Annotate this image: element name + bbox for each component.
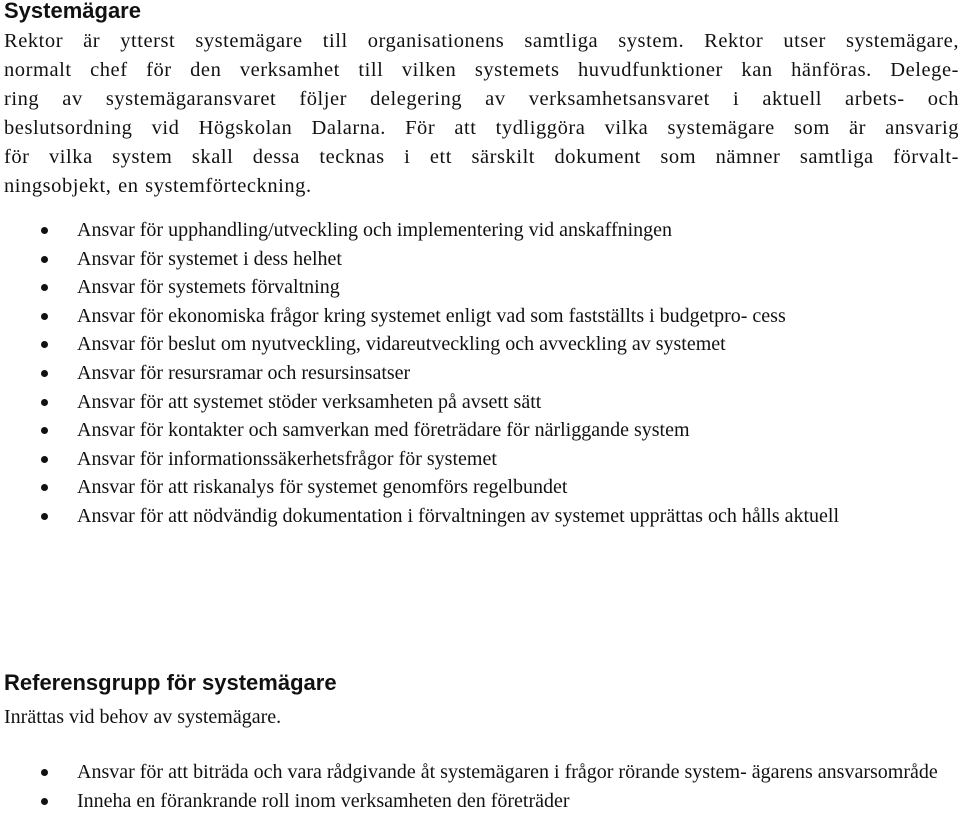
- bullet-icon: [41, 513, 48, 520]
- bullet-icon: [41, 370, 48, 377]
- section-heading-systemagare: Systemägare: [4, 0, 141, 23]
- bullet-icon: [41, 798, 48, 805]
- paragraph-line: ningsobjekt, en systemförteckning.: [4, 175, 312, 197]
- bullet-icon: [41, 227, 48, 234]
- list-item: Ansvar för systemets förvaltning: [0, 273, 960, 302]
- bullet-icon: [41, 313, 48, 320]
- bullet-icon: [41, 484, 48, 491]
- paragraph-line: beslutsordning vid Högskolan Dalarna. För att tydliggöra vilka systemägare som är ansvarig: [4, 117, 959, 139]
- list-item: Inneha en förankrande roll inom verksamheten den företräder: [0, 787, 960, 816]
- paragraph-line: för vilka system skall dessa tecknas i ett särskilt dokument som nämner samtliga förvalt-: [4, 146, 959, 168]
- list-item: Ansvar för systemet i dess helhet: [0, 245, 960, 274]
- section-heading-referensgrupp: Referensgrupp för systemägare: [4, 670, 337, 695]
- bullet-icon: [41, 769, 48, 776]
- referensgrupp-paragraph: Inrättas vid behov av systemägare.: [4, 706, 282, 728]
- list-item: Ansvar för informationssäkerhetsfrågor för systemet: [0, 445, 960, 474]
- bullet-icon: [41, 256, 48, 263]
- systemagare-responsibilities-list: [0, 216, 960, 531]
- referensgrupp-responsibilities-list: [0, 758, 960, 815]
- bullet-icon: [41, 399, 48, 406]
- bullet-icon: [41, 427, 48, 434]
- list-item: Ansvar för resursramar och resursinsatser: [0, 359, 960, 388]
- list-item: Ansvar för att nödvändig dokumentation i förvaltningen av systemet upprättas och hålls aktuell: [0, 502, 960, 531]
- list-item: Ansvar för att systemet stöder verksamheten på avsett sätt: [0, 388, 960, 417]
- list-item: Ansvar för att biträda och vara rådgivande åt systemägaren i frågor rörande system- ägarens ansvarsområde: [0, 758, 960, 787]
- list-item: Ansvar för upphandling/utveckling och implementering vid anskaffningen: [0, 216, 960, 245]
- list-item: Ansvar för ekonomiska frågor kring systemet enligt vad som fastställts i budgetpro- cess: [0, 302, 960, 331]
- list-item: Ansvar för beslut om nyutveckling, vidareutveckling och avveckling av systemet: [0, 330, 960, 359]
- list-item: Ansvar för att riskanalys för systemet genomförs regelbundet: [0, 473, 960, 502]
- paragraph-line: normalt chef för den verksamhet till vilken systemets huvudfunktioner kan hänföras. Delege-: [4, 59, 959, 81]
- list-item: Ansvar för kontakter och samverkan med företrädare för närliggande system: [0, 416, 960, 445]
- bullet-icon: [41, 456, 48, 463]
- paragraph-line: Rektor är ytterst systemägare till organisationens samtliga system. Rektor utser systemägare,: [4, 30, 959, 52]
- systemagare-paragraph: [4, 27, 959, 201]
- bullet-icon: [41, 284, 48, 291]
- bullet-icon: [41, 341, 48, 348]
- paragraph-line: ring av systemägaransvaret följer delegering av verksamhetsansvaret i aktuell arbets- och: [4, 88, 959, 110]
